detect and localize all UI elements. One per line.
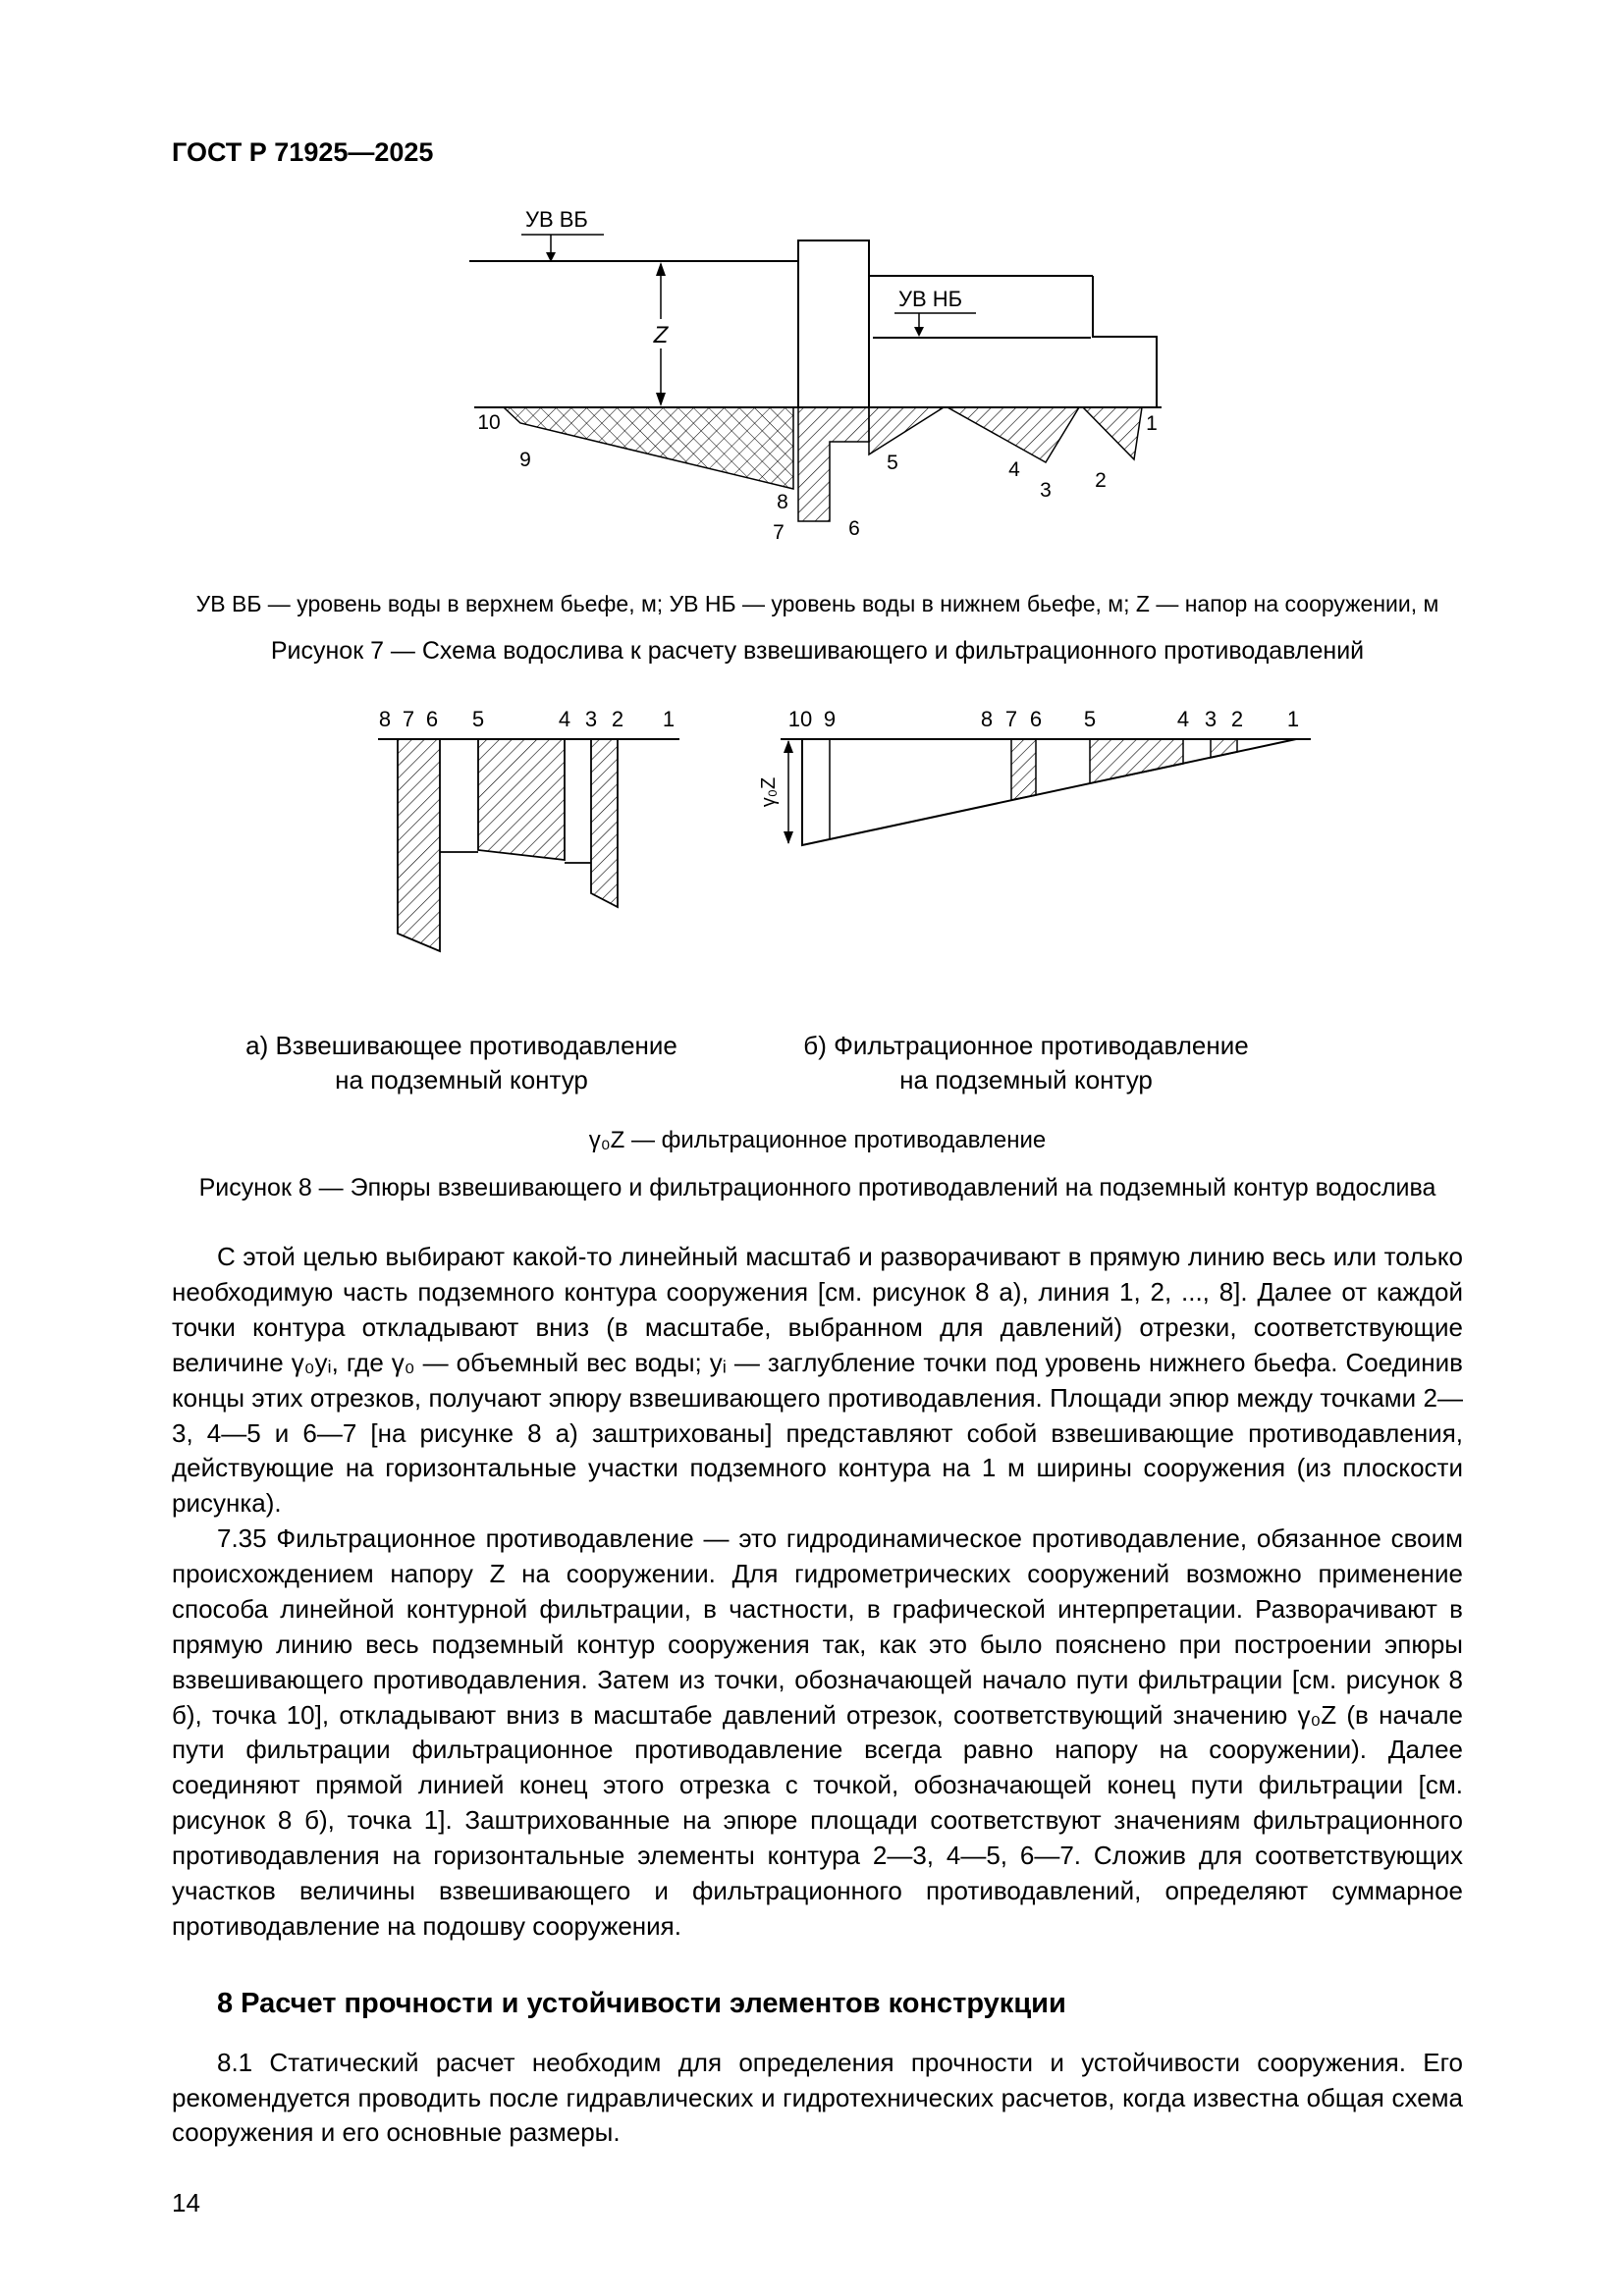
point-label-2: 2	[1094, 469, 1107, 492]
fig8a-bar-3-2	[591, 739, 618, 907]
fig8b-point-1: 1	[1286, 707, 1300, 731]
fig8b-point-5: 5	[1083, 707, 1097, 731]
point-label-7: 7	[772, 521, 785, 543]
point-label-1: 1	[1145, 412, 1158, 435]
fig8b-point-10: 10	[787, 707, 813, 731]
figure8-title: Рисунок 8 — Эпюры взвешивающего и фильтрационного противодавлений на подземный контур водослива	[198, 1174, 1436, 1202]
gamma-z-arrowhead-top	[784, 740, 793, 753]
figure8-legend: γ₀Z — фильтрационное противодавление	[588, 1127, 1047, 1154]
cutoff-hatch	[798, 407, 869, 521]
figure8a-caption	[172, 1029, 751, 1097]
uv-nb-label: УВ НБ	[897, 287, 962, 311]
fig8a-point-8: 8	[378, 707, 392, 731]
fig8b-hatch-7-6	[1011, 739, 1036, 800]
fig8b-point-6: 6	[1029, 707, 1043, 731]
point-label-4: 4	[1007, 458, 1020, 481]
fig8a-point-3: 3	[584, 707, 598, 731]
figure8-captions	[172, 1029, 1463, 1097]
fig8b-point-7: 7	[1004, 707, 1018, 731]
hatch-segment-5	[869, 407, 944, 454]
fig8b-point-9: 9	[823, 707, 837, 731]
upstream-apron-crosshatch	[504, 407, 793, 489]
fig8a-point-6: 6	[425, 707, 439, 731]
point-label-5: 5	[886, 452, 898, 474]
fig8b-point-2: 2	[1230, 707, 1244, 731]
figure8a-caption-line1: а) Взвешивающее противодавление	[245, 1031, 677, 1060]
figure7-title: Рисунок 7 — Схема водослива к расчету взвешивающего и фильтрационного противодавлений	[270, 637, 1365, 665]
figure7-legend: УВ ВБ — уровень воды в верхнем бьефе, м; УВ НБ — уровень воды в нижнем бьефе, м; Z — напор на сооружении, м	[195, 591, 1439, 616]
point-label-10: 10	[476, 411, 501, 434]
fig8a-bar-5-4	[478, 739, 565, 860]
figure8a-caption-line2: на подземный контур	[335, 1065, 588, 1095]
gamma-z-arrowhead-bottom	[784, 831, 793, 844]
paragraph-8-1: 8.1 Статический расчет необходим для определения прочности и устойчивости сооружения. Его рекомендуется проводить после гидравлических и гидротехнических расчетов, когда известна общая схема сооружения и его основные размеры.	[172, 2047, 1463, 2148]
page-number: 14	[172, 2188, 200, 2218]
fig8a-point-4: 4	[558, 707, 571, 731]
fig8b-hatch-5-4	[1090, 739, 1183, 783]
figure8b-diagram	[758, 703, 1323, 880]
point-label-6: 6	[847, 517, 860, 540]
gamma-z-label: γ₀Z	[758, 776, 780, 808]
paragraph-uplift: С этой целью выбирают какой-то линейный масштаб и разворачивают в прямую линию весь или только необходимую часть подземного контура сооружения [см. рисунок 8 а), линия 1, 2, ..., 8]. Далее от каждой точки контура откладывают вниз (в масштабе, выбранном для давлений) отрезки, соответствующие величине γ₀yᵢ, где γ₀ — объемный вес воды; yᵢ — заглубление точки под уровень нижнего бьефа. Соединив концы этих отрезков, получают эпюру взвешивающего противодавления. Площади эпюр между точками 2—3, 4—5 и 6—7 [на рисунке 8 а) заштрихованы] представляют собой взвешивающие противодавления, действующие на горизонтальные участки подземного контура на 1 м ширины сооружения (из плоскости рисунка).	[172, 1242, 1463, 1519]
figure7-diagram	[464, 209, 1171, 543]
downstream-block	[1093, 276, 1157, 407]
figure8b-caption-line2: на подземный контур	[899, 1065, 1153, 1095]
fig8a-point-2: 2	[611, 707, 624, 731]
fig8a-bar-7-6	[398, 739, 440, 951]
z-label: Z	[653, 322, 668, 348]
section-8-heading: 8 Расчет прочности и устойчивости элементов конструкции	[217, 1987, 1066, 2019]
fig8b-point-3: 3	[1204, 707, 1218, 731]
figure8b-caption	[781, 1029, 1272, 1097]
body-text	[172, 1240, 1463, 2151]
figure8a-diagram	[373, 703, 687, 968]
hatch-segment-2	[1083, 407, 1142, 459]
fig8b-point-8: 8	[980, 707, 994, 731]
z-arrowhead-top	[656, 262, 666, 276]
uv-nb-arrowhead	[914, 327, 924, 337]
z-arrowhead-bottom	[656, 393, 666, 406]
point-label-9: 9	[518, 449, 531, 471]
figure7-container	[172, 209, 1463, 548]
point-label-8: 8	[776, 491, 788, 513]
hatch-segment-4-3	[947, 407, 1079, 462]
figure8-container	[373, 703, 1463, 968]
fig8a-point-7: 7	[402, 707, 415, 731]
fig8b-point-4: 4	[1176, 707, 1190, 731]
point-label-3: 3	[1039, 479, 1052, 502]
uv-vb-label: УВ ВБ	[524, 209, 588, 232]
paragraph-7-35: 7.35 Фильтрационное противодавление — это гидродинамическое противодавление, обязанное своим происхождением напору Z на сооружении. Для гидрометрических сооружений возможно применение способа линейной контурной фильтрации, в частности, в графической интерпретации. Разворачивают в прямую линию весь подземный контур сооружения так, как это было пояснено при построении эпюры взвешивающего противодавления. Затем из точки, обозначающей начало пути фильтрации [см. рисунок 8 б), точка 10], откладывают вниз в масштабе давлений отрезок, соответствующий значению γ₀Z (в начале пути фильтрации фильтрационное противодавление всегда равно напору на сооружении). Далее соединяют прямой линией конец этого отрезка с точкой, обозначающей конец пути фильтрации [см. рисунок 8 б), точка 1]. Заштрихованные на эпюре площади соответствуют значениям фильтрационного противодавления на горизонтальные элементы контура 2—3, 4—5, 6—7. Сложив для соответствующих участков величины взвешивающего и фильтрационного противодавлений, определяют суммарное противодавление на подошву сооружения.	[172, 1523, 1463, 1941]
fig8a-point-1: 1	[662, 707, 676, 731]
spillway-wall	[798, 240, 869, 407]
fig8a-point-5: 5	[471, 707, 485, 731]
fig8b-hatch-3-2	[1211, 739, 1237, 758]
figure8b-caption-line1: б) Фильтрационное противодавление	[803, 1031, 1249, 1060]
doc-code-header: ГОСТ Р 71925—2025	[172, 137, 434, 167]
